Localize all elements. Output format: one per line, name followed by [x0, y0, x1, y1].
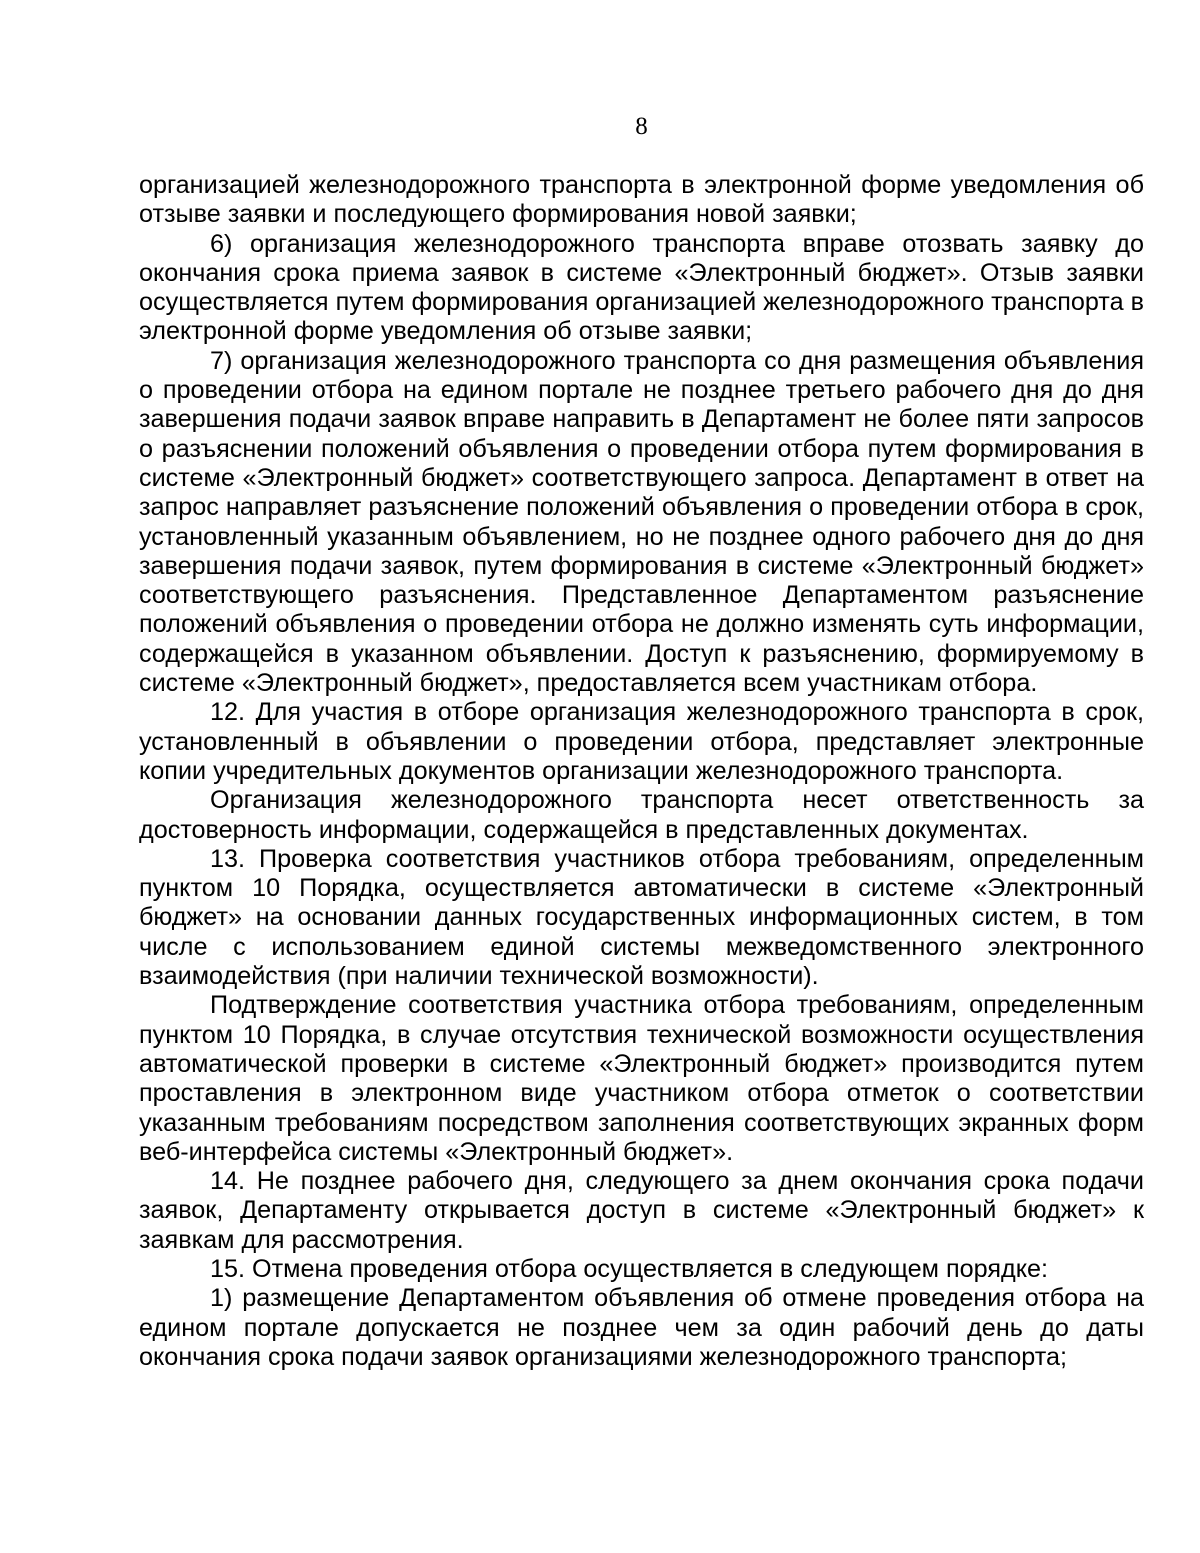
paragraph-continuation: организацией железнодорожного транспорта в электронной форме уведомления об отзыве заявки и последующего формирования новой заявки;: [139, 171, 1144, 229]
paragraph-item-7: 7) организация железнодорожного транспорта со дня размещения объявления о проведении отбора на едином портале не позднее третьего рабочего дня до дня завершения подачи заявок вправе направить в Департамент не более пяти запросов о разъяснении положений объявления о проведении отбора путем формирования в системе «Электронный бюджет» соответствующего запроса. Департамент в ответ на запрос направляет разъяснение положений объявления о проведении отбора в срок, установленный указанным объявлением, но не позднее одного рабочего дня до дня завершения подачи заявок, путем формирования в системе «Электронный бюджет» соответствующего разъяснения. Представленное Департаментом разъяснение положений объявления о проведении отбора не должно изменять суть информации, содержащейся в указанном объявлении. Доступ к разъяснению, формируемому в системе «Электронный бюджет», предоставляется всем участникам отбора.: [139, 346, 1144, 698]
page-number: 8: [635, 113, 648, 140]
paragraph-clause-15: 15. Отмена проведения отбора осуществляется в следующем порядке:: [210, 1254, 1048, 1283]
paragraph-clause-12: 12. Для участия в отборе организация железнодорожного транспорта в срок, установленный в объявлении о проведении отбора, представляет электронные копии учредительных документов организации железнодорожного транспорта.: [139, 698, 1144, 785]
paragraph-item-6: 6) организация железнодорожного транспорта вправе отозвать заявку до окончания срока приема заявок в системе «Электронный бюджет». Отзыв заявки осуществляется путем формирования организацией железнодорожного транспорта в электронной форме уведомления об отзыве заявки;: [139, 229, 1144, 346]
paragraph-confirmation: Подтверждение соответствия участника отбора требованиям, определенным пунктом 10 Порядка, в случае отсутствия технической возможности осуществления автоматической проверки в системе «Электронный бюджет» производится путем проставления в электронном виде участником отбора отметок о соответствии указанным требованиям посредством заполнения соответствующих экранных форм веб-интерфейса системы «Электронный бюджет».: [139, 991, 1144, 1166]
document-body: [139, 171, 1144, 1372]
paragraph-clause-13: 13. Проверка соответствия участников отбора требованиям, определенным пунктом 10 Порядка, осуществляется автоматически в системе «Электронный бюджет» на основании данных государственных информационных систем, в том числе с использованием единой системы межведомственного электронного взаимодействия (при наличии технической возможности).: [139, 844, 1144, 991]
paragraph-clause-14: 14. Не позднее рабочего дня, следующего за днем окончания срока подачи заявок, Департаменту открывается доступ в системе «Электронный бюджет» к заявкам для рассмотрения.: [139, 1167, 1144, 1254]
paragraph-responsibility: Организация железнодорожного транспорта несет ответственность за достоверность информации, содержащейся в представленных документах.: [139, 786, 1144, 844]
paragraph-clause-15-item-1: 1) размещение Департаментом объявления об отмене проведения отбора на едином портале допускается не позднее чем за один рабочий день до даты окончания срока подачи заявок организациями железнодорожного транспорта;: [139, 1284, 1144, 1371]
